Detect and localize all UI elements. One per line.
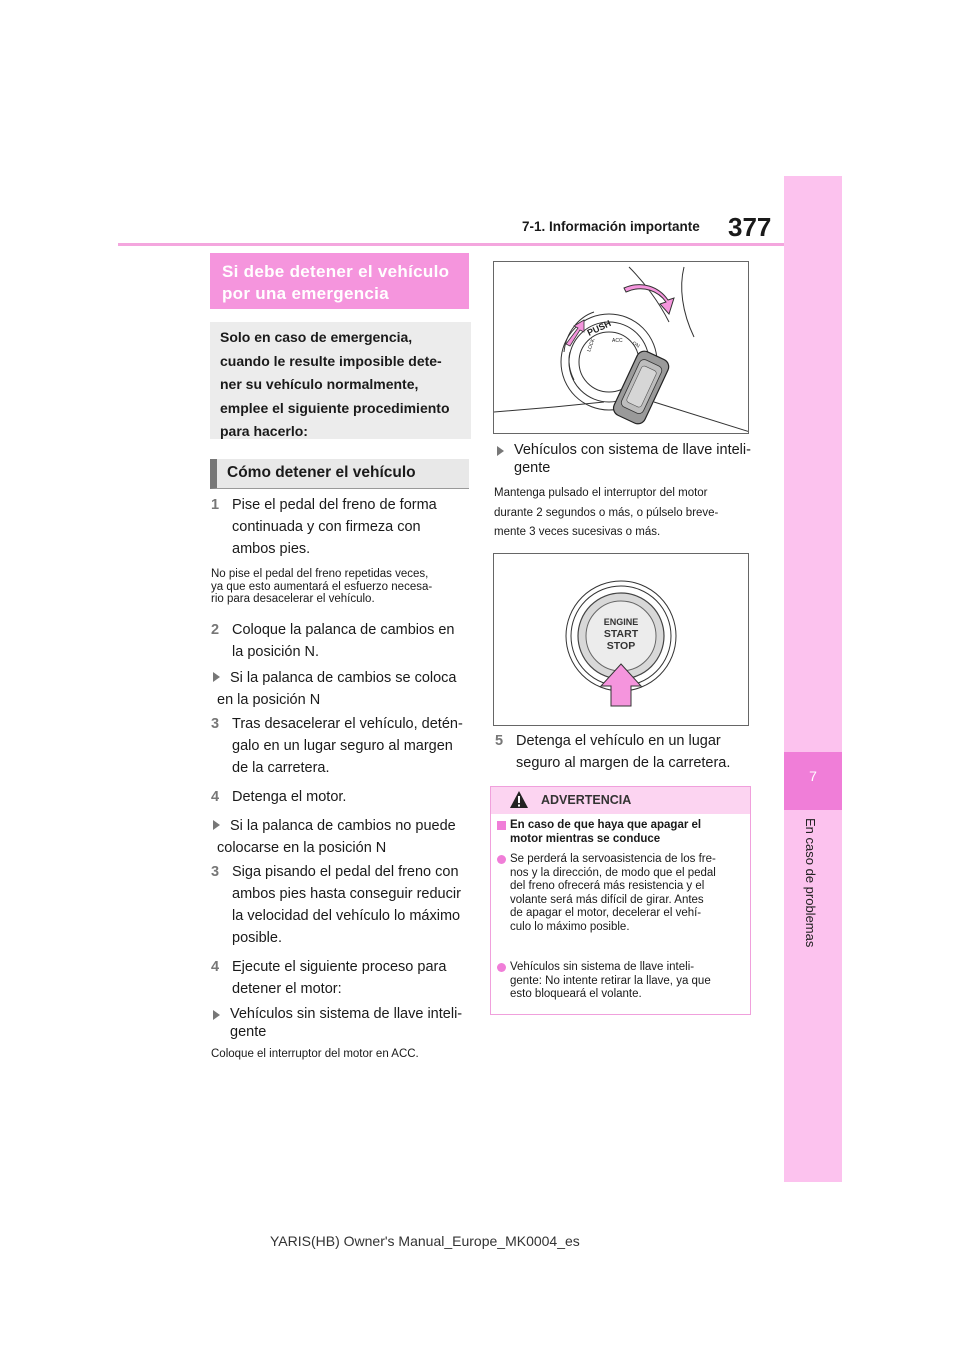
bullet-line: Vehículos con sistema de llave inteli- <box>514 442 751 458</box>
warning-line: Vehículos sin sistema de llave inteli- <box>510 961 695 973</box>
triangle-bullet-icon <box>213 672 220 682</box>
engine-button-illustration <box>494 554 749 726</box>
step-number: 1 <box>211 497 220 513</box>
step-number: 4 <box>211 789 220 805</box>
triangle-bullet-icon <box>213 1010 220 1020</box>
start-label: START <box>603 628 639 640</box>
warning-line: gente: No intente retirar la llave, ya que <box>510 974 711 987</box>
note-smart-key <box>494 484 756 543</box>
bullet-line: Si la palanca de cambios no puede <box>230 818 456 834</box>
bullet-line: gente <box>514 460 551 476</box>
ignition-key-figure <box>493 261 749 434</box>
bullet-line: Si la palanca de cambios se coloca <box>230 670 457 686</box>
warning-line: culo lo máximo posible. <box>510 920 630 933</box>
note-line: Mantenga pulsado el interruptor del motor <box>494 487 708 499</box>
chapter-label: En caso de problemas <box>803 818 818 948</box>
acc-label: ACC <box>612 338 623 344</box>
step-line: ambos pies hasta conseguir reducir <box>232 886 461 902</box>
step-number: 2 <box>211 622 220 638</box>
step-4 <box>211 956 473 1000</box>
warning-item <box>510 853 748 934</box>
step-line: de la carretera. <box>232 760 330 776</box>
note-acc: Coloque el interruptor del motor en ACC. <box>211 1048 419 1060</box>
bullet-line: gente <box>230 1024 267 1040</box>
square-bullet-icon <box>497 821 506 830</box>
intro-line: emplee el siguiente procedimiento <box>220 399 450 416</box>
page-number: 377 <box>728 212 772 242</box>
step-number: 3 <box>211 716 220 732</box>
note-line: rio para desacelerar el vehículo. <box>211 593 375 605</box>
step-1 <box>211 494 473 560</box>
engine-label: ENGINE <box>603 617 639 627</box>
step-4 <box>211 786 473 808</box>
step-line: Ejecute el siguiente proceso para <box>232 959 447 975</box>
step-line: galo en un lugar seguro al margen <box>232 738 453 754</box>
bullet-line: en la posición N <box>217 692 321 708</box>
condition-bullet <box>213 815 475 859</box>
triangle-bullet-icon <box>213 820 220 830</box>
warning-line: esto bloqueará el volante. <box>510 988 642 1000</box>
step-line: detener el motor: <box>232 981 342 997</box>
step-line: Tras desacelerar el vehículo, detén- <box>232 716 463 732</box>
step-number: 5 <box>495 733 504 749</box>
circle-bullet-icon <box>497 963 506 972</box>
section-title: 7-1. Información importante <box>522 219 700 234</box>
warning-box <box>490 786 751 1015</box>
warning-item <box>510 961 748 1002</box>
stop-heading: Cómo detener el vehículo <box>210 459 469 489</box>
intro-line: ner su vehículo normalmente, <box>220 376 419 392</box>
warning-line: nos y la dirección, de modo que el pedal <box>510 866 716 879</box>
step-line: la velocidad del vehículo lo máximo <box>232 908 461 924</box>
on-label: ON <box>631 340 641 350</box>
intro-box <box>210 322 471 439</box>
step-2 <box>211 619 473 663</box>
engine-start-stop-figure <box>493 553 749 726</box>
chapter-number: 7 <box>809 768 817 784</box>
step-line: seguro al margen de la carretera. <box>516 755 731 771</box>
warning-line: volante será más difícil de girar. Antes <box>510 893 704 906</box>
push-label: PUSH <box>585 318 613 338</box>
triangle-bullet-icon <box>497 446 504 456</box>
footer: YARIS(HB) Owner's Manual_Europe_MK0004_es <box>270 1233 580 1249</box>
stop-label: STOP <box>606 640 636 652</box>
step-3 <box>211 861 473 949</box>
warning-icon <box>509 790 529 809</box>
warning-line: de apagar el motor, decelerar el vehí- <box>510 907 702 919</box>
chapter-side-band <box>784 176 842 1182</box>
header-rule <box>118 243 784 246</box>
step-5 <box>495 730 757 774</box>
step-line: Coloque la palanca de cambios en <box>232 622 455 638</box>
bullet-line: Vehículos sin sistema de llave inteli- <box>230 1006 463 1022</box>
intro-line: Solo en caso de emergencia, <box>220 329 413 345</box>
step-3 <box>211 713 473 779</box>
warning-title: ADVERTENCIA <box>541 793 632 807</box>
step-line: Detenga el motor. <box>232 789 347 805</box>
step-line: ambos pies. <box>232 541 311 557</box>
note-line: mente 3 veces sucesivas o más. <box>494 526 661 538</box>
note-1 <box>211 568 473 606</box>
warning-line: Se perderá la servoasistencia de los fre- <box>510 853 716 865</box>
step-line: Siga pisando el pedal del freno con <box>232 864 459 880</box>
condition-bullet <box>213 1005 475 1041</box>
bullet-line: colocarse en la posición N <box>217 840 387 856</box>
step-line: Detenga el vehículo en un lugar <box>516 733 721 749</box>
warning-line: del freno ofrecerá más resistencia y el <box>510 880 705 892</box>
step-line: posible. <box>232 930 282 946</box>
lock-label: LOCK <box>586 337 597 353</box>
step-line: Pise el pedal del freno de forma <box>232 497 437 513</box>
ignition-key-illustration <box>494 262 749 434</box>
warning-heading <box>510 819 746 846</box>
intro-line: cuando le resulte imposible dete- <box>220 352 442 369</box>
circle-bullet-icon <box>497 855 506 864</box>
step-number: 4 <box>211 959 220 975</box>
note-line: durante 2 segundos o más, o púlselo breve- <box>494 506 719 519</box>
warning-line: En caso de que haya que apagar el <box>510 819 702 831</box>
emergency-heading: Si debe detener el vehículo por una emergencia <box>210 253 469 309</box>
condition-bullet <box>497 441 759 477</box>
step-line: continuada y con firmeza con <box>232 519 421 535</box>
warning-line: motor mientras se conduce <box>510 832 661 845</box>
note-line: ya que esto aumentará el esfuerzo necesa- <box>211 580 433 593</box>
note-line: No pise el pedal del freno repetidas veces, <box>211 568 429 580</box>
intro-line: para hacerlo: <box>220 423 308 439</box>
step-number: 3 <box>211 864 220 880</box>
condition-bullet <box>213 667 475 711</box>
step-line: la posición N. <box>232 644 320 660</box>
